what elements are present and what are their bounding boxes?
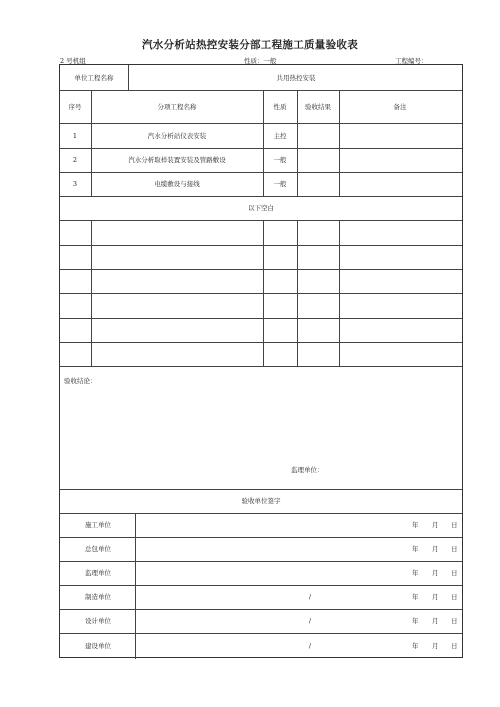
date-day: 日 [451,521,458,529]
date-year: 年 [412,617,419,625]
signer-label: 建设单位 [85,642,111,650]
nature-label: 性质：一般 [244,57,277,65]
header-name: 分项工程名称 [157,103,197,111]
rule [60,609,462,610]
signer-slash: / [308,617,312,625]
rule [297,90,298,197]
rule [60,489,462,490]
signer-label: 总包单位 [85,545,111,553]
rule [297,220,298,366]
rule [339,90,340,197]
supervisor-label: 监理单位： [291,466,324,474]
rule [60,318,462,319]
rule [60,537,462,538]
rule [60,220,462,221]
date-day: 日 [451,569,458,577]
header-seq: 序号 [68,103,82,111]
rule [60,148,462,149]
rule [60,561,462,562]
date-day: 日 [451,545,458,553]
header-remark: 备注 [393,103,407,111]
rule [135,513,136,659]
date-month: 月 [432,617,439,625]
row-1-nature: 主控 [273,132,287,140]
unit-project-label: 单位工程名称 [74,74,114,82]
header-nature: 性质 [273,103,287,111]
row-2-nature: 一般 [273,156,287,164]
rule [60,196,462,197]
date-year: 年 [412,642,419,650]
unit-project-value: 共用热控安装 [276,74,316,82]
rule [60,172,462,173]
row-1-name: 汽水分析站仪表安装 [147,132,207,140]
date-day: 日 [451,617,458,625]
acceptance-table [59,64,463,658]
rule [60,513,462,514]
form-title: 汽水分析站热控安装分部工程施工质量验收表 [142,39,358,51]
rule [60,585,462,586]
date-year: 年 [412,521,419,529]
date-day: 日 [451,642,458,650]
rule [60,293,462,294]
date-month: 月 [432,569,439,577]
row-2-name: 汽水分析取样装置安装及管路敷设 [128,156,226,164]
signer-slash: / [308,642,312,650]
row-1-seq: 1 [72,132,78,140]
row-2-seq: 2 [72,156,78,164]
rule [263,90,264,197]
row-3-nature: 一般 [273,180,287,188]
rule [128,65,129,90]
date-day: 日 [451,593,458,601]
date-month: 月 [432,545,439,553]
signer-label: 设计单位 [85,617,111,625]
rule [60,245,462,246]
date-year: 年 [412,569,419,577]
signer-label: 制造单位 [85,593,111,601]
signer-slash: / [308,593,312,601]
rule [60,269,462,270]
rule [60,123,462,124]
project-code-label: 工程编号： [395,57,428,65]
date-year: 年 [412,545,419,553]
rule [60,633,462,634]
unit-label: 2 号机组 [60,57,86,65]
date-year: 年 [412,593,419,601]
header-result: 验收结果 [305,103,331,111]
rule [339,220,340,366]
row-3-name: 电缆敷设与接线 [154,180,200,188]
rule [60,366,462,367]
date-month: 月 [432,521,439,529]
row-3-seq: 3 [72,180,78,188]
rule [91,220,92,366]
signer-label: 监理单位 [85,569,111,577]
conclusion-label: 验收结论： [64,377,97,385]
rule [60,342,462,343]
signer-label: 施工单位 [85,521,111,529]
signature-header: 验收单位签字 [241,497,281,505]
date-month: 月 [432,593,439,601]
blank-note: 以下空白 [248,204,274,212]
rule [263,220,264,366]
rule [91,90,92,197]
rule [60,90,462,91]
date-month: 月 [432,642,439,650]
